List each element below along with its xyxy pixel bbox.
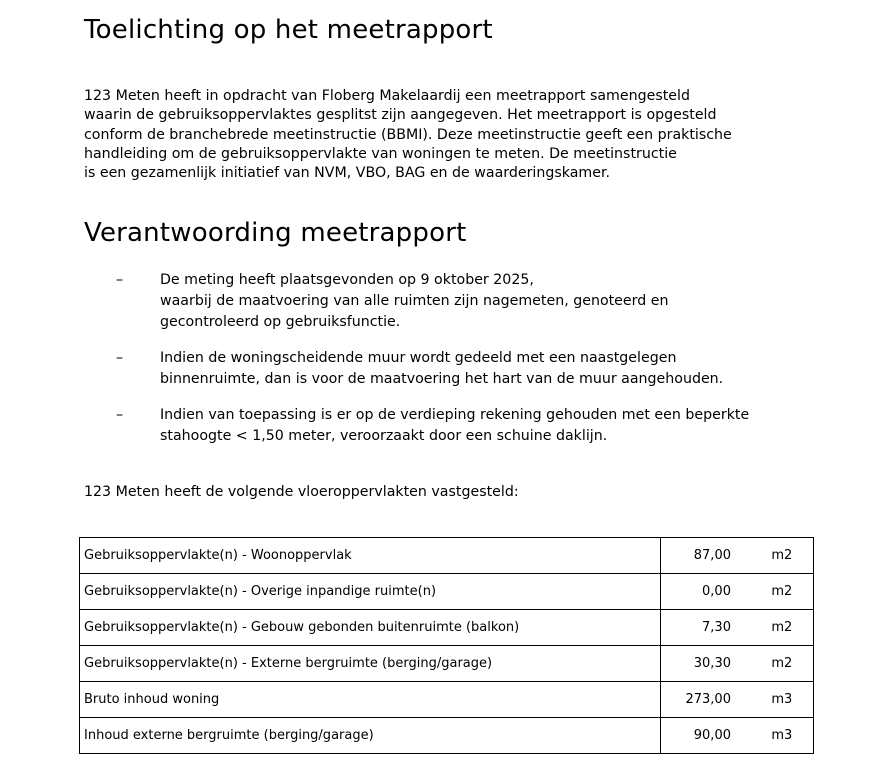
bullet-dash: – <box>116 350 124 366</box>
intro-line: waarin de gebruiksoppervlaktes gesplitst zijn aangegeven. Het meetrapport is opgesteld <box>84 107 717 124</box>
row-label: Gebruiksoppervlakte(n) - Gebouw gebonden buitenruimte (balkon) <box>80 610 661 646</box>
row-label: Inhoud externe bergruimte (berging/garage) <box>80 718 661 754</box>
row-value-cell <box>661 538 813 574</box>
bullet-text <box>160 348 723 390</box>
table-row <box>80 610 814 646</box>
row-unit: m2 <box>771 656 793 671</box>
row-value-cell <box>661 718 813 754</box>
section-title-justification: Verantwoording meetrapport <box>84 218 467 248</box>
bullet-dash: – <box>116 272 124 288</box>
bullet-text <box>160 270 668 333</box>
row-end <box>813 646 814 682</box>
row-value-cell <box>661 574 813 610</box>
row-unit: m3 <box>771 728 793 743</box>
row-label: Gebruiksoppervlakte(n) - Externe bergruimte (berging/garage) <box>80 646 661 682</box>
row-label: Gebruiksoppervlakte(n) - Woonoppervlak <box>80 538 661 574</box>
bullet-dash: – <box>116 407 124 423</box>
table-row <box>80 574 814 610</box>
bullet-line: binnenruimte, dan is voor de maatvoering het hart van de muur aangehouden. <box>160 371 724 387</box>
row-unit: m2 <box>771 584 793 599</box>
intro-line: 123 Meten heeft in opdracht van Floberg Makelaardij een meetrapport samengesteld <box>84 88 690 104</box>
row-value-cell <box>661 610 813 646</box>
row-end <box>813 682 814 718</box>
row-value-cell <box>661 682 813 718</box>
intro-line: conform de branchebrede meetinstructie (BBMI). Deze meetinstructie geeft een praktische <box>84 126 732 143</box>
row-unit: m2 <box>771 620 793 635</box>
area-table <box>79 537 814 754</box>
row-value: 30,30 <box>693 656 731 671</box>
intro-paragraph <box>84 87 804 183</box>
row-label: Bruto inhoud woning <box>80 682 661 718</box>
row-value: 87,00 <box>693 548 731 563</box>
intro-line: is een gezamenlijk initiatief van NVM, VBO, BAG en de waarderingskamer. <box>84 165 611 182</box>
row-unit: m3 <box>771 692 793 707</box>
section-title-explanation: Toelichting op het meetrapport <box>84 15 493 45</box>
row-value-cell <box>661 646 813 682</box>
bullet-line: gecontroleerd op gebruiksfunctie. <box>160 314 401 330</box>
row-value: 7,30 <box>702 620 731 635</box>
table-row <box>80 682 814 718</box>
row-end <box>813 718 814 754</box>
bullet-line: De meting heeft plaatsgevonden op 9 oktober 2025, <box>160 272 534 288</box>
row-end <box>813 610 814 646</box>
summary-sentence: 123 Meten heeft de volgende vloeroppervlakten vastgesteld: <box>84 484 519 500</box>
row-end <box>813 538 814 574</box>
table-row <box>80 538 814 574</box>
bullet-line: Indien van toepassing is er op de verdieping rekening gehouden met een beperkte <box>160 407 750 423</box>
table-row <box>80 718 814 754</box>
bullet-line: stahoogte < 1,50 meter, veroorzaakt door een schuine daklijn. <box>160 428 608 444</box>
row-value: 273,00 <box>685 692 731 707</box>
row-value: 90,00 <box>693 728 731 743</box>
row-label: Gebruiksoppervlakte(n) - Overige inpandige ruimte(n) <box>80 574 661 610</box>
row-unit: m2 <box>771 548 793 563</box>
table-row <box>80 646 814 682</box>
bullet-text <box>160 405 749 447</box>
row-value: 0,00 <box>702 584 731 599</box>
intro-line: handleiding om de gebruiksoppervlakte van woningen te meten. De meetinstructie <box>84 145 677 162</box>
row-end <box>813 574 814 610</box>
bullet-line: Indien de woningscheidende muur wordt gedeeld met een naastgelegen <box>160 350 677 366</box>
bullet-line: waarbij de maatvoering van alle ruimten zijn nagemeten, genoteerd en <box>160 293 669 309</box>
